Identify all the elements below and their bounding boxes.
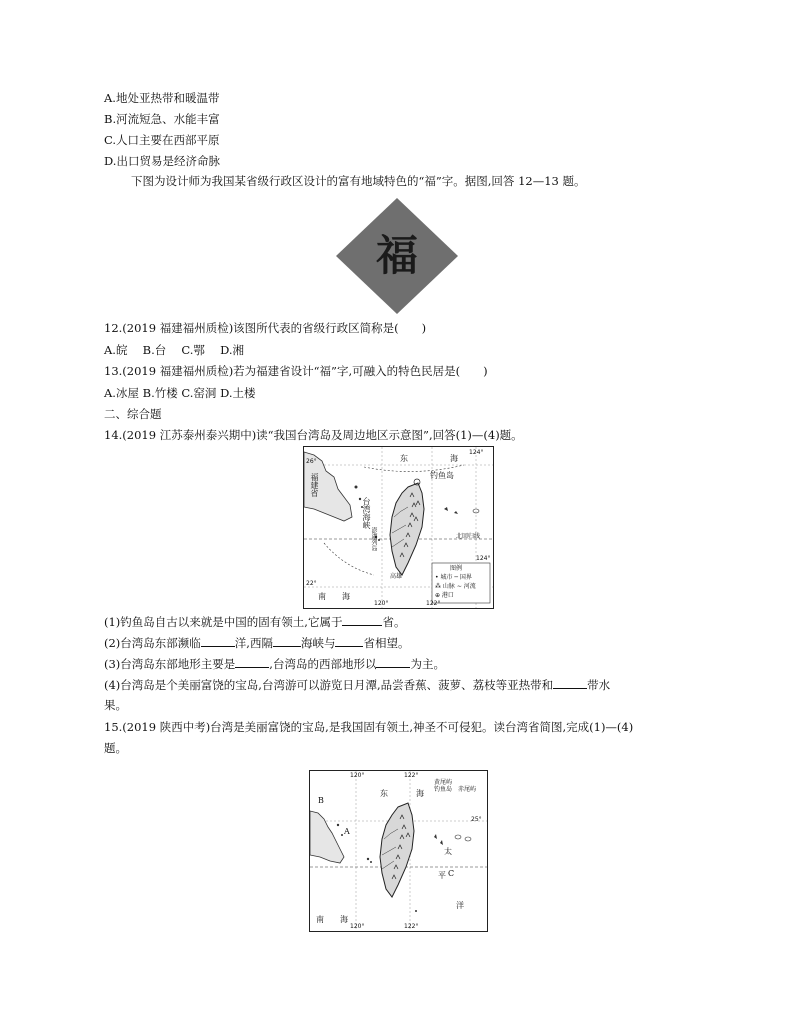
q14-p2-blank-1[interactable] [201, 634, 235, 647]
map2-south: 南 [316, 915, 324, 924]
q14-p3-text-b: ,台湾岛的西部地形以 [269, 657, 377, 671]
map2-tai: 太 [444, 847, 452, 856]
map2-sea-bottom: 海 [340, 915, 348, 924]
map1-lon-124-right: 124° [476, 555, 491, 562]
taiwan-map-2 [309, 770, 488, 932]
map1-east: 东 [400, 454, 408, 463]
map1-lat-22: 22° [306, 580, 317, 587]
q11-option-b: B.河流短急、水能丰富 [104, 112, 220, 126]
q11-option-a: A.地处亚热带和暖温带 [104, 91, 220, 105]
map2-lon-120-bottom: 120° [350, 923, 365, 930]
map1-legend-3: ⊕ 港口 [435, 592, 454, 599]
map2-sea-top: 海 [416, 789, 424, 798]
map1-kaohsiung: 高雄 [390, 573, 403, 580]
map2-lon-120: 120° [350, 772, 365, 779]
map1-lon-122: 122° [426, 600, 441, 607]
map1-sea-top: 海 [450, 454, 458, 463]
q14-stem: 14.(2019 江苏泰州泰兴期中)读“我国台湾岛及周边地区示意图”,回答(1)—(4)题。 [104, 428, 523, 442]
q14-p3-text-c: 为主。 [410, 657, 445, 671]
q15-stem-2: 题。 [104, 741, 127, 755]
map2-lon-122: 122° [404, 772, 419, 779]
map1-fujian: 福建省 [310, 473, 319, 497]
q14-p2-text-d: 省相望。 [363, 636, 410, 650]
q14-p1-text-a: (1)钓鱼岛自古以来就是中国的固有领土,它属于 [104, 615, 343, 629]
fu-glyph: 福 [375, 231, 418, 280]
fu-diamond-figure [334, 196, 460, 316]
q14-part-4-cont: 果。 [104, 698, 127, 712]
map2-east: 东 [380, 789, 388, 798]
taiwan-map-1 [303, 446, 494, 609]
q14-p4-text-a: (4)台湾岛是个美丽富饶的宝岛,台湾游可以游览日月潭,品尝香蕉、菠萝、荔枝等亚热带和 [104, 678, 554, 692]
map2-label-b: B [318, 796, 324, 805]
q14-p3-blank-1[interactable] [235, 655, 269, 668]
q15-stem-1: 15.(2019 陕西中考)台湾是美丽富饶的宝岛,是我国固有领土,神圣不可侵犯。读台湾省简图,完成(1)—(4) [104, 720, 634, 734]
map1-south: 南 [318, 592, 326, 601]
map2-lon-122-bottom: 122° [404, 923, 419, 930]
q14-p2-text-a: (2)台湾岛东部濒临 [104, 636, 201, 650]
q11-option-d: D.出口贸易是经济命脉 [104, 154, 220, 168]
map1-diaoyu: 钓鱼岛 [430, 471, 454, 480]
map1-lon-120: 120° [374, 600, 389, 607]
map1-penghu: 澎湖列岛 [370, 527, 377, 551]
q14-p2-blank-3[interactable] [335, 634, 363, 647]
map2-yang: 洋 [456, 901, 464, 910]
q14-p1-blank[interactable] [342, 613, 382, 626]
map1-legend-2: ⁂ 山脉 ∼ 河流 [435, 583, 476, 590]
q14-part-4 [104, 676, 610, 693]
q13-options: A.冰屋 B.竹楼 C.窑洞 D.土楼 [104, 386, 256, 400]
q14-part-3 [104, 655, 445, 672]
q14-p4-text-b: 带水 [587, 678, 611, 692]
q14-p2-text-b: 洋,西隔 [234, 636, 273, 650]
q11-option-c: C.人口主要在西部平原 [104, 133, 220, 147]
section-heading: 二、综合题 [104, 407, 162, 421]
map2-lat-25: 25° [471, 816, 482, 823]
q14-part-2 [104, 634, 409, 651]
q14-p4-blank[interactable] [553, 676, 587, 689]
q12-options: A.皖 B.台 C.鄂 D.湘 [104, 343, 245, 357]
q14-part-1 [104, 613, 405, 630]
map2-label-a: A [344, 827, 350, 836]
map1-lon-124-top: 124° [469, 449, 484, 456]
map1-legend-1: • 城市 ─ 国界 [435, 574, 472, 581]
q13-stem: 13.(2019 福建福州质检)若为福建省设计“福”字,可融入的特色民居是( ) [104, 364, 488, 378]
map2-ping: 平 [438, 871, 446, 880]
q14-p2-text-c: 海峡与 [300, 636, 336, 650]
q14-p1-text-b: 省。 [382, 615, 406, 629]
q12-stem: 12.(2019 福建福州质检)该图所代表的省级行政区简称是( ) [104, 321, 427, 335]
map1-tropic: 北回归线 [456, 533, 481, 540]
q14-p3-text-a: (3)台湾岛东部地形主要是 [104, 657, 236, 671]
map2-islands: 黄尾屿 钓鱼岛 赤尾屿 [434, 779, 477, 793]
q14-p3-blank-2[interactable] [376, 655, 410, 668]
map1-lat-26: 26° [306, 458, 317, 465]
map1-legend-title: 图例 [450, 565, 463, 572]
intro-12-13: 下图为设计师为我国某省级行政区设计的富有地域特色的“福”字。据图,回答 12—13 题。 [131, 174, 586, 188]
map1-taiwan-strait: 台湾海峡 [362, 497, 371, 529]
map1-sea-bottom: 海 [342, 592, 350, 601]
map2-label-c: C [448, 869, 455, 878]
q14-p2-blank-2[interactable] [273, 634, 301, 647]
